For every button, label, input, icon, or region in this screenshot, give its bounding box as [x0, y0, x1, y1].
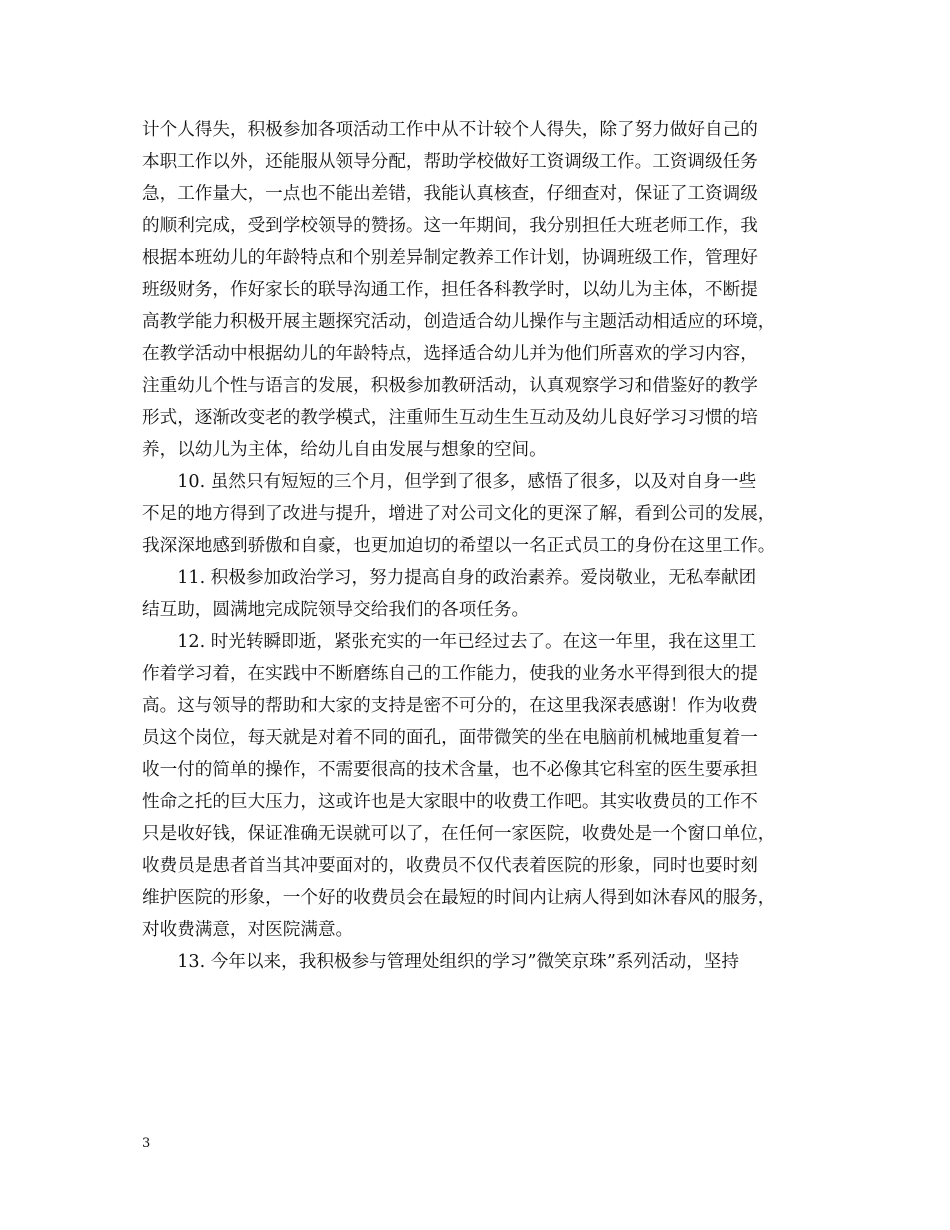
document-body — [142, 114, 802, 978]
text-line: 我深深地感到骄傲和自豪，也更加迫切的希望以一名正式员工的身份在这里工作。 — [142, 536, 776, 556]
text-line: 形式，逐渐改变老的教学模式，注重师生互动生生互动及幼儿良好学习习惯的培 — [142, 408, 758, 428]
text-line: 对收费满意，对医院满意。 — [142, 920, 354, 940]
text-line: 养，以幼儿为主体，给幼儿自由发展与想象的空间。 — [142, 440, 547, 460]
text-line: 的顺利完成，受到学校领导的赞扬。这一年期间，我分别担任大班老师工作，我 — [142, 216, 758, 236]
text-line: 不足的地方得到了改进与提升，增进了对公司文化的更深了解，看到公司的发展， — [142, 504, 776, 524]
text-line: 本职工作以外，还能服从领导分配，帮助学校做好工资调级工作。工资调级任务 — [142, 152, 758, 172]
text-line: 高。这与领导的帮助和大家的支持是密不可分的，在这里我深表感谢！作为收费 — [142, 696, 758, 716]
text-line: 12. 时光转瞬即逝，紧张充实的一年已经过去了。在这一年里，我在这里工 — [142, 632, 757, 652]
text-line: 收一付的简单的操作，不需要很高的技术含量，也不必像其它科室的医生要承担 — [142, 760, 758, 780]
text-line: 10. 虽然只有短短的三个月，但学到了很多，感悟了很多，以及对自身一些 — [142, 472, 757, 492]
text-line: 11. 积极参加政治学习，努力提高自身的政治素养。爱岗敬业，无私奉献团 — [142, 568, 757, 588]
text-line: 根据本班幼儿的年龄特点和个别差异制定教养工作计划，协调班级工作，管理好 — [142, 248, 758, 268]
text-line: 员这个岗位，每天就是对着不同的面孔，面带微笑的坐在电脑前机械地重复着一 — [142, 728, 758, 748]
text-line: 维护医院的形象，一个好的收费员会在最短的时间内让病人得到如沐春风的服务， — [142, 888, 776, 908]
text-line: 结互助，圆满地完成院领导交给我们的各项任务。 — [142, 600, 530, 620]
text-line: 急，工作量大，一点也不能出差错，我能认真核查，仔细查对，保证了工资调级 — [142, 184, 758, 204]
text-line: 性命之托的巨大压力，这或许也是大家眼中的收费工作吧。其实收费员的工作不 — [142, 792, 758, 812]
text-line: 只是收好钱，保证准确无误就可以了，在任何一家医院，收费处是一个窗口单位， — [142, 824, 776, 844]
text-line: 收费员是患者首当其冲要面对的，收费员不仅代表着医院的形象，同时也要时刻 — [142, 856, 758, 876]
text-line: 作着学习着，在实践中不断磨练自己的工作能力，使我的业务水平得到很大的提 — [142, 664, 758, 684]
text-line: 13. 今年以来，我积极参与管理处组织的学习”微笑京珠”系列活动，坚持 — [142, 952, 739, 972]
text-line: 班级财务，作好家长的联导沟通工作，担任各科教学时，以幼儿为主体，不断提 — [142, 280, 758, 300]
page-number: 3 — [142, 1136, 151, 1151]
text-line: 注重幼儿个性与语言的发展，积极参加教研活动，认真观察学习和借鉴好的教学 — [142, 376, 758, 396]
text-line: 计个人得失，积极参加各项活动工作中从不计较个人得失，除了努力做好自己的 — [142, 120, 758, 140]
text-line: 高教学能力积极开展主题探究活动，创造适合幼儿操作与主题活动相适应的环境， — [142, 312, 776, 332]
text-line: 在教学活动中根据幼儿的年龄特点，选择适合幼儿并为他们所喜欢的学习内容， — [142, 344, 758, 364]
